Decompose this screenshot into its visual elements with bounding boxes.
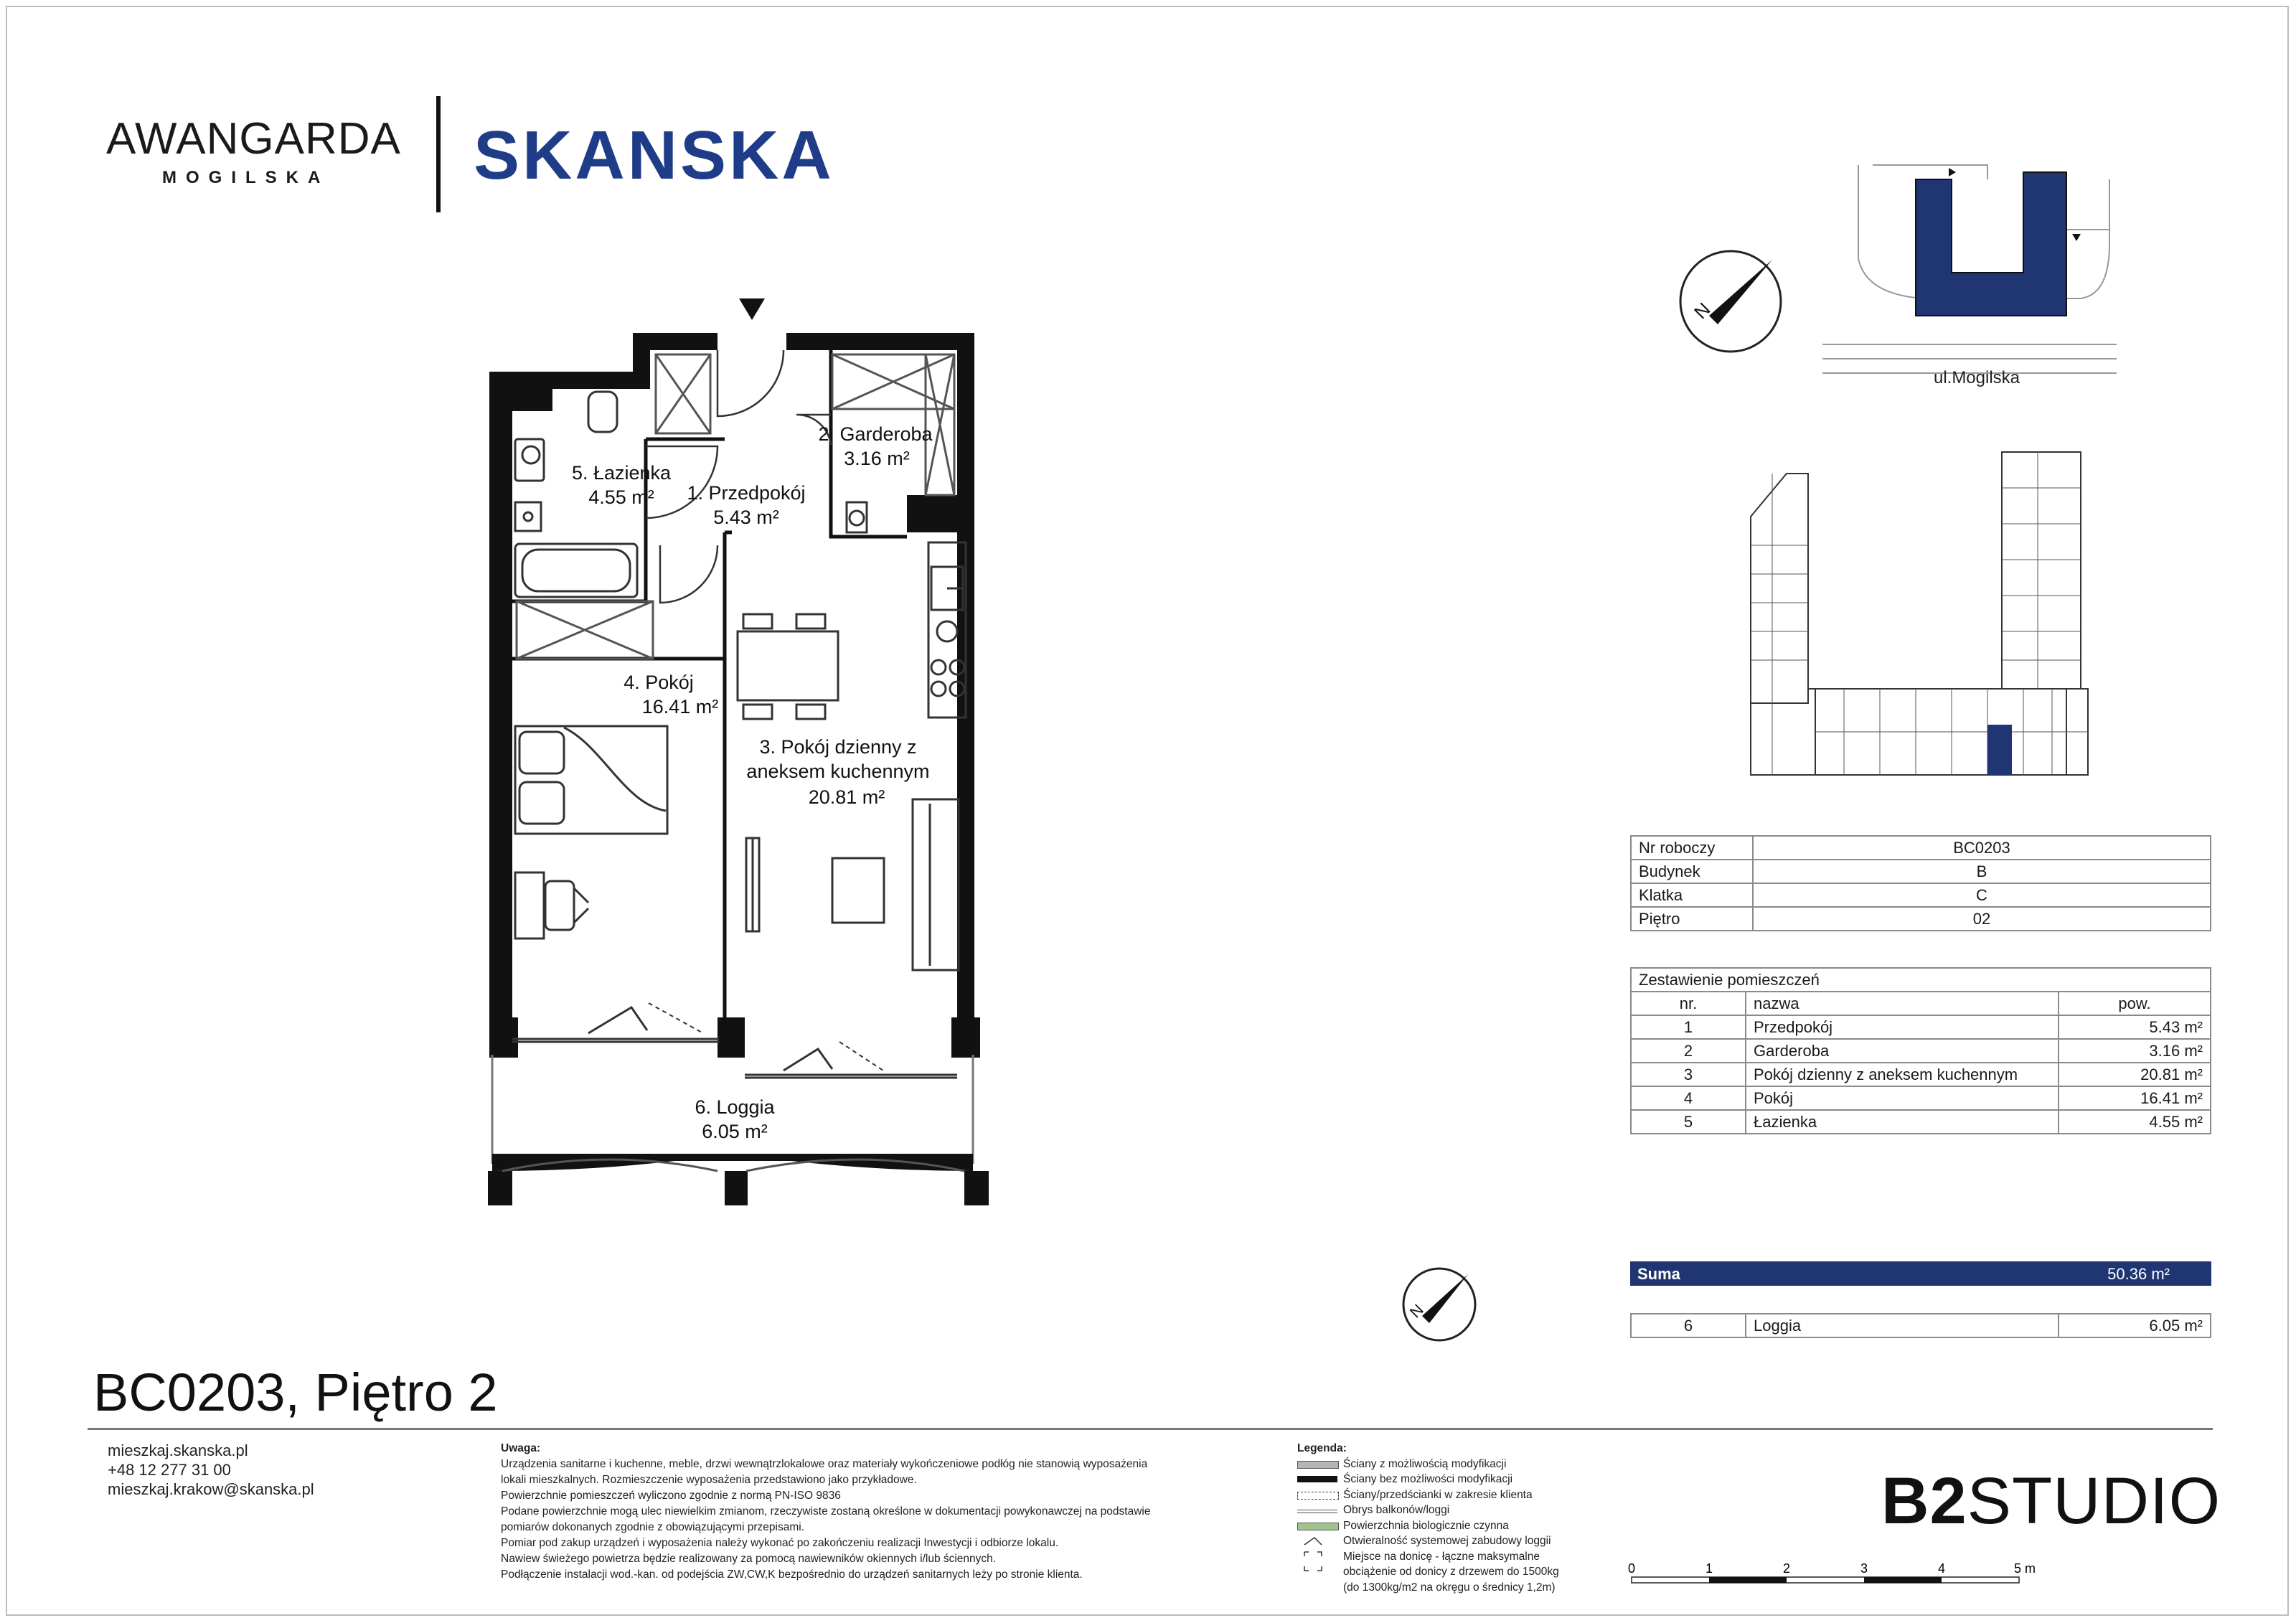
info-table: [1630, 835, 2211, 931]
legend-block: [1297, 1441, 1559, 1595]
notes-line: pomiarów dokonanych zgodnie z obowiązującymi przepisami.: [501, 1521, 805, 1533]
building-overview: [1729, 445, 2160, 789]
compass-small-north-label: N: [1406, 1300, 1427, 1322]
cell-name: Loggia: [1746, 1314, 2059, 1337]
table-title-row: [1631, 968, 2211, 992]
notes-line: Urządzenia sanitarne i kuchenne, meble, drzwi wewnątrzlokalowe oraz materiały wykończeniowe podłóg nie stanowią wyposażenia: [501, 1458, 1148, 1470]
legend-swatch: [1297, 1510, 1337, 1513]
legend-label: Ściany z możliwością modyfikacji: [1343, 1457, 1507, 1470]
table-row: [1631, 1314, 2211, 1337]
table-row: [1631, 907, 2211, 931]
skanska-logo: SKANSKA: [474, 117, 834, 194]
room-2-area: 3.16 m²: [844, 448, 910, 469]
room-2-name: 2. Garderoba: [818, 423, 933, 445]
b2studio-logo-bold: B2: [1881, 1464, 1967, 1538]
table-row: [1631, 1063, 2211, 1086]
legend-item: [1297, 1487, 1559, 1503]
loggia-table: [1630, 1313, 2211, 1338]
notes-line: Nawiew świeżego powietrza będzie realizowany za pomocą nawiewników okiennych i/lub ściennych.: [501, 1553, 997, 1565]
room-6-area: 6.05 m²: [702, 1121, 768, 1142]
legend-item: [1297, 1472, 1559, 1487]
scale-label: 0: [1627, 1561, 1636, 1576]
sum-bar: [1630, 1261, 2211, 1286]
cell-area: 20.81 m²: [2059, 1063, 2211, 1086]
rooms-table-title: Zestawienie pomieszczeń: [1631, 968, 2211, 992]
table-row: [1631, 836, 2211, 860]
table-row: [1631, 883, 2211, 907]
awangarda-logo: AWANGARDA: [106, 114, 401, 164]
dining-set: [738, 614, 838, 719]
legend-title: Legenda:: [1297, 1442, 1347, 1454]
cell-name: Garderoba: [1746, 1039, 2059, 1063]
room-1-name: 1. Przedpokój: [687, 482, 806, 504]
header-name: nazwa: [1746, 992, 2059, 1015]
legend-label: Otwieralność systemowej zabudowy loggii: [1343, 1535, 1551, 1547]
notes-line: Podłączenie instalacji wod.-kan. od podejścia ZW,CW,K bezpośrednio do urządzeń sanitarnych leży po stronie klienta.: [501, 1568, 1083, 1581]
kitchen-unit: [847, 502, 966, 718]
cell-nr: 1: [1631, 1015, 1746, 1039]
street-label: ul.Mogilska: [1933, 368, 2020, 387]
info-label: Budynek: [1631, 860, 1753, 883]
info-value: C: [1753, 883, 2211, 907]
table-row: [1631, 1039, 2211, 1063]
opening-icon: [1297, 1535, 1337, 1546]
cell-area: 4.55 m²: [2059, 1110, 2211, 1134]
awangarda-logo-subtitle: MOGILSKA: [162, 168, 330, 187]
sum-label: Suma: [1637, 1265, 1680, 1283]
b2studio-logo: [1881, 1464, 2221, 1539]
info-label: Klatka: [1631, 883, 1753, 907]
building-highlight: [1916, 172, 2066, 316]
room-4-name: 4. Pokój: [624, 672, 694, 693]
room-3-name-line2: aneksem kuchennym: [746, 761, 930, 782]
scale-label: 1: [1705, 1561, 1713, 1576]
rooms-table: [1630, 967, 2211, 1134]
legend-item: [1297, 1502, 1559, 1518]
table-row: [1631, 860, 2211, 883]
b2studio-logo-rest: STUDIO: [1967, 1464, 2221, 1538]
room-5-area: 4.55 m²: [588, 486, 654, 508]
living-furniture: [746, 799, 959, 970]
legend-item: [1297, 1533, 1559, 1549]
table-row: [1631, 1110, 2211, 1134]
cell-nr: 4: [1631, 1086, 1746, 1110]
cell-area: 6.05 m²: [2059, 1314, 2211, 1337]
legend-label: obciążenie od donicy z drzewem do 1500kg: [1343, 1566, 1559, 1578]
compass-small-icon: [1396, 1261, 1482, 1347]
notes-block: [501, 1441, 1225, 1583]
info-label: Nr roboczy: [1631, 836, 1753, 860]
notes-line: Powierzchnie pomieszczeń wyliczono zgodnie z normą PN-ISO 9836: [501, 1490, 841, 1502]
table-row: [1631, 1086, 2211, 1110]
legend-item: [1297, 1580, 1559, 1596]
cell-name: Łazienka: [1746, 1110, 2059, 1134]
contact-phone[interactable]: +48 12 277 31 00: [108, 1461, 231, 1479]
room-6-name: 6. Loggia: [695, 1096, 775, 1118]
legend-swatch: [1297, 1523, 1339, 1530]
legend-swatch: [1297, 1476, 1337, 1482]
header-area: pow.: [2059, 992, 2211, 1015]
room-3-name-line1: 3. Pokój dzienny z: [759, 736, 917, 758]
legend-label: Obrys balkonów/loggi: [1343, 1504, 1450, 1516]
room-4-area: 16.41 m²: [641, 696, 719, 718]
contact-block: [108, 1441, 314, 1499]
contact-email[interactable]: mieszkaj.krakow@skanska.pl: [108, 1480, 314, 1498]
notes-line: Pomiar pod zakup urządzeń i wyposażenia należy wykonać po zakończeniu realizacji Inwestycji i odbiorze lokalu.: [501, 1537, 1059, 1549]
legend-item: [1297, 1549, 1559, 1565]
entrance-arrow-icon: [739, 298, 765, 320]
info-label: Piętro: [1631, 907, 1753, 931]
cell-nr: 2: [1631, 1039, 1746, 1063]
contact-website[interactable]: mieszkaj.skanska.pl: [108, 1441, 248, 1459]
scale-bar: [1623, 1560, 2053, 1603]
legend-label: Miejsce na donicę - łączne maksymalne: [1343, 1550, 1540, 1563]
info-value: 02: [1753, 907, 2211, 931]
cell-area: 16.41 m²: [2059, 1086, 2211, 1110]
notes-title: Uwaga:: [501, 1442, 541, 1454]
compass-icon: [1673, 244, 1788, 359]
cell-nr: 6: [1631, 1314, 1746, 1337]
sum-value: 50.36 m²: [2107, 1265, 2170, 1283]
notes-line: Podane powierzchnie mogą ulec niewielkim zmianom, rzeczywiste zostaną określone w dokumentacji powykonawczej na podstawie: [501, 1505, 1151, 1518]
header-nr: nr.: [1631, 992, 1746, 1015]
room-1-area: 5.43 m²: [713, 507, 779, 528]
legend-swatch: [1297, 1492, 1339, 1500]
table-row: [1631, 1015, 2211, 1039]
legend-label: Powierzchnia biologicznie czynna: [1343, 1519, 1509, 1532]
table-header-row: [1631, 992, 2211, 1015]
floor-plan: [0, 0, 1076, 1234]
scale-label: 5 m: [2013, 1561, 2036, 1576]
cell-name: Pokój: [1746, 1086, 2059, 1110]
legend-label: Ściany bez możliwości modyfikacji: [1343, 1473, 1513, 1485]
room-5-name: 5. Łazienka: [571, 462, 672, 484]
legend-item: [1297, 1564, 1559, 1580]
legend-swatch: [1297, 1461, 1339, 1469]
scale-label: 4: [1937, 1561, 1946, 1576]
compass-north-label: N: [1690, 298, 1715, 324]
legend-label: Ściany/przedścianki w zakresie klienta: [1343, 1488, 1533, 1501]
apartment-highlight: [1987, 725, 2012, 775]
legend-item: [1297, 1518, 1559, 1534]
loggia-door-dashes: [649, 1003, 885, 1072]
scale-label: 2: [1782, 1561, 1791, 1576]
legend-item: [1297, 1457, 1559, 1472]
cell-nr: 3: [1631, 1063, 1746, 1086]
footer-separator: [88, 1428, 2213, 1430]
bedroom-furniture: [515, 726, 667, 938]
room-3-area: 20.81 m²: [808, 786, 885, 808]
info-value: B: [1753, 860, 2211, 883]
info-value: BC0203: [1753, 836, 2211, 860]
apartment-title: BC0203, Piętro 2: [93, 1363, 498, 1422]
notes-line: lokali mieszkalnych. Rozmieszczenie wyposażenia przedstawiono jako przykładowe.: [501, 1474, 917, 1486]
cell-area: 3.16 m²: [2059, 1039, 2211, 1063]
scale-label: 3: [1860, 1561, 1868, 1576]
cell-name: Pokój dzienny z aneksem kuchennym: [1746, 1063, 2059, 1086]
cell-area: 5.43 m²: [2059, 1015, 2211, 1039]
cell-name: Przedpokój: [1746, 1015, 2059, 1039]
cell-nr: 5: [1631, 1110, 1746, 1134]
legend-label: (do 1300kg/m2 na okręgu o średnicy 1,2m): [1343, 1581, 1556, 1594]
